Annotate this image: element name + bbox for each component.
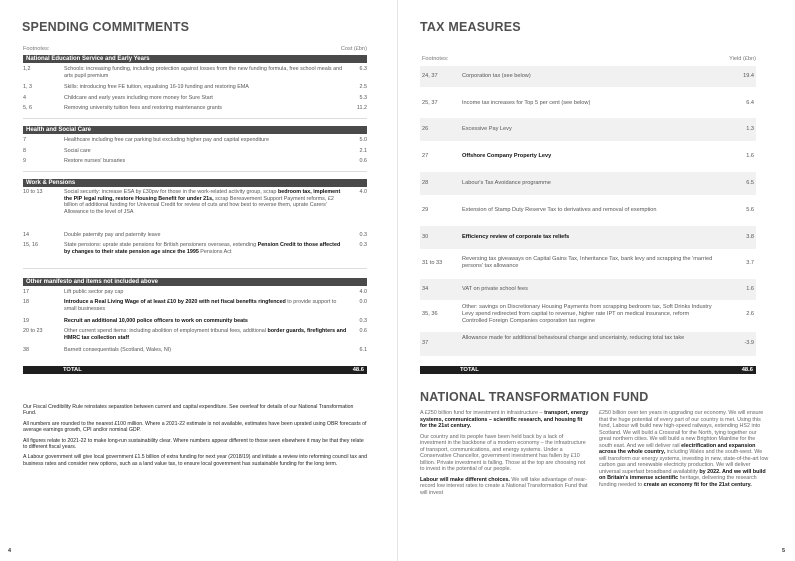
table-row: 38 Barnett consequentials (Scotland, Wales, NI) 6.1: [23, 347, 367, 353]
table-row: 28 Labour's Tax Avoidance programme 6.5: [420, 172, 756, 195]
page-title: SPENDING COMMITMENTS: [22, 20, 190, 34]
ntf-title: NATIONAL TRANSFORMATION FUND: [420, 390, 649, 404]
table-row: 31 to 33 Reversing tax giveaways on Capital Gains Tax, Inheritance Tax, bank levy and scrapping the 'married persons' tax allowance 3.7: [422, 256, 754, 269]
table-row: 25, 37 Income tax increases for Top 5 per cent (see below) 6.4: [422, 100, 754, 106]
section-heading: National Education Service and Early Years: [23, 55, 367, 63]
note-paragraph: A Labour government will give local government £1.5 billion of extra funding for next year (2018/19) and initiate a review into reforming council tax and business rates and consider new options, such as a land value tax, to ensure local government has sustainable funding for the long term.: [23, 454, 368, 467]
total-label: TOTAL: [460, 367, 479, 373]
table-row: 37 Allowance made for additional behavioural change and uncertainty, reducing total tax take -3.9: [420, 332, 756, 356]
table-row: 5, 6 Removing university tuition fees and restoring maintenance grants 11.2: [23, 105, 367, 111]
table-row: 27 Offshore Company Property Levy 1.6: [422, 153, 754, 159]
table-row: 30 Efficiency review of corporate tax reliefs 3.8: [420, 226, 756, 249]
table-row: 24, 37 Corporation tax (see below) 19.4: [420, 66, 756, 87]
table-row: 17 Lift public sector pay cap 4.0: [23, 289, 367, 295]
total-row: [23, 366, 367, 374]
footnotes-header: Footnotes:: [23, 46, 50, 52]
page-title: TAX MEASURES: [420, 20, 521, 34]
table-row: 1, 3 Skills: introducing free FE tuition, equalising 16-19 funding and restoring EMA 2.5: [23, 84, 367, 90]
divider: [23, 268, 367, 269]
total-row: [420, 366, 756, 374]
table-row: 4 Childcare and early years including more money for Sure Start 5.3: [23, 95, 367, 101]
note-paragraph: Our Fiscal Credibility Rule reinstates separation between current and capital expenditure. See overleaf for details of our National Transformation Fund.: [23, 404, 354, 417]
total-value: 48.6: [741, 367, 753, 373]
total-value: 48.6: [352, 367, 364, 373]
divider: [23, 171, 367, 172]
left-page: [0, 0, 397, 561]
section-heading: Other manifesto and items not included above: [23, 278, 367, 286]
table-row: 29 Extension of Stamp Duty Reserve Tax to derivatives and removal of exemption 5.6: [422, 207, 754, 213]
yield-header: Yield (£bn): [729, 56, 756, 62]
table-row: 15, 16 State pensions: uprate state pensions for British pensioners overseas, extending Pension Credit to those affected by changes to their state pension age since the 1995 Pensions Act 0.3: [23, 242, 367, 255]
table-row: 19 Recruit an additional 10,000 police officers to work on community beats 0.3: [23, 318, 367, 324]
table-row: 8 Social care 2.1: [23, 148, 367, 154]
table-row: 26 Excessive Pay Levy 1.3: [420, 118, 756, 141]
table-row: 9 Restore nurses' bursaries 0.6: [23, 158, 367, 164]
section-heading: Work & Pensions: [23, 179, 367, 187]
table-row: 34 VAT on private school fees 1.6: [420, 279, 756, 300]
table-row: 35, 36 Other: savings on Discretionary Housing Payments from scrapping bedroom tax, Soft Drinks Industry Levy spend redirected from capital to revenue, higher rate IPT on medical insurance, reform Controlled Foreign Companies corporation tax regime 2.6: [422, 304, 754, 324]
footnotes-header: Footnotes:: [422, 56, 449, 62]
divider: [23, 118, 367, 119]
table-row: 18 Introduce a Real Living Wage of at least £10 by 2020 with net fiscal benefits ringfenced to provide support to small businesses 0.0: [23, 299, 367, 312]
ntf-column-2: £250 billion over ten years in upgrading our economy. We will ensure that the huge potential of every part of our country is met. Using this fund, Labour will build new high-speed railways, extending HS2 into Scotland. We will build a Crossrail for the North, tying together our great northern cities. We will build a new Brighton Mainline for the south east. And we will deliver rail electrification and expansion across the whole country, including Wales and the south-west. We will transform our energy systems, investing in new, state-of-the-art low carbon gas and renewable electricity production. We will deliver universal superfast broadband availability by 2022. And we will build on Britain's immense scientific heritage, delivering the research funding needed to create an economy fit for the 21st century.: [599, 410, 769, 488]
table-row: 1,2 Schools: increasing funding, including protection against losses from the new funding formula, free school meals and arts pupil premium 6.3: [23, 66, 367, 79]
page-number: 4: [8, 548, 12, 554]
table-row: 14 Double paternity pay and paternity leave 0.3: [23, 232, 367, 238]
section-heading: Health and Social Care: [23, 126, 367, 134]
table-row: 10 to 13 Social security: increase ESA by £30pw for those in the work-related activity group, scrap bedroom tax, implement the PIP legal ruling, restore Housing Benefit for under 21s, scrap Bereavement Support Payment reforms, £2 billion of additional funding for Universal Credit for review of cuts and how best to reverse them, uprate Carers' Allowance to the level of JSA 4.0: [23, 189, 367, 215]
cost-header: Cost (£bn): [340, 46, 367, 52]
table-row: 7 Healthcare including free car parking but excluding higher pay and capital expenditure 5.0: [23, 137, 367, 143]
ntf-column-1: A £250 billion fund for investment in infrastructure – transport, energy systems, communications – scientific research, and housing fit for the 21st century. Our country and its people have been held back by a lack of investment in the backbone of a modern economy – the infrastructure of transport, communications, and energy systems. Under a Conservative Chancellor, government investment has fallen by £10 billion. Private investment is falling. Those at the top are choosing not to invest in the potential of our people. Labour will make different choices. We will take advantage of near-record low interest rates to create a National Transformation Fund that will invest: [420, 410, 589, 496]
notes-block: [23, 404, 368, 471]
table-row: 20 to 23 Other current spend items: including abolition of employment tribunal fees, additional border guards, firefighters and HMRC tax collection staff 0.6: [23, 328, 367, 341]
note-paragraph: All numbers are rounded to the nearest £100 million. Where a 2021-22 estimate is not available, estimates have been uprated using OBR forecasts of average earnings growth, CPI and/or nominal GDP.: [23, 420, 367, 434]
right-page: [398, 0, 795, 561]
page-number: 5: [781, 548, 785, 554]
total-label: TOTAL: [63, 367, 82, 373]
note-paragraph: All figures relate to 2021-22 to make long-run sustainability clear. Where numbers appear different to those seen elsewhere it may be that they relate to different fiscal years.: [23, 437, 364, 451]
